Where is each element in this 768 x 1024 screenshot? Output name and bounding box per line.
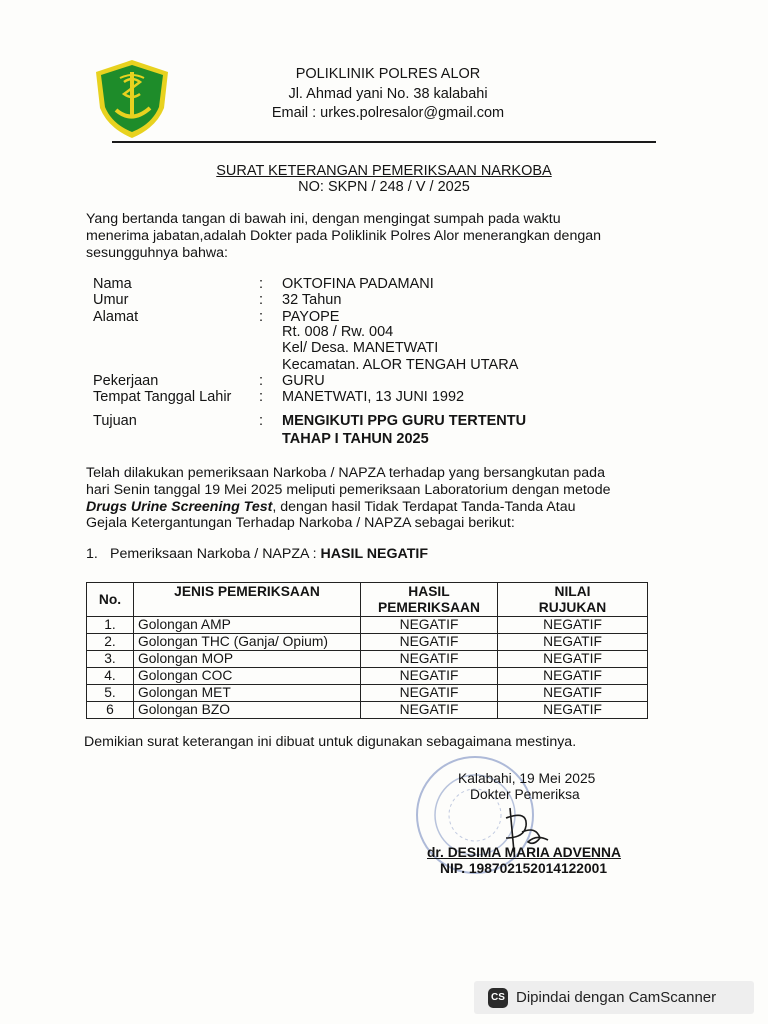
table-row: [87, 651, 648, 668]
header-hasil-1: HASIL: [408, 583, 450, 599]
row-jenis: Golongan AMP: [134, 617, 361, 634]
value-alamat-4: Kecamatan. ALOR TENGAH UTARA: [282, 357, 519, 373]
exam-item: [86, 546, 646, 564]
row-rujukan: NEGATIF: [498, 685, 648, 702]
table-row: [87, 668, 648, 685]
label-tujuan: Tujuan: [93, 413, 137, 429]
item-text: Pemeriksaan Narkoba / NAPZA :: [110, 546, 321, 562]
doctor-nip: NIP. 198702152014122001: [440, 861, 608, 876]
label-alamat: Alamat: [93, 309, 139, 325]
row-no: 2.: [87, 634, 134, 651]
header-hasil-2: PEMERIKSAAN: [378, 599, 480, 615]
row-jenis: Golongan BZO: [134, 702, 361, 719]
value-nama: OKTOFINA PADAMANI: [282, 276, 434, 292]
header-nilai: [498, 583, 648, 617]
intro-line-2: menerima jabatan,adalah Dokter pada Poliklinik Polres Alor menerangkan dengan: [86, 228, 602, 244]
intro-line-1: Yang bertanda tangan di bawah ini, dengan mengingat sumpah pada waktu: [86, 211, 561, 227]
value-alamat-2: Rt. 008 / Rw. 004: [282, 324, 394, 340]
org-email: Email : urkes.polresalor@gmail.com: [271, 105, 505, 121]
value-tujuan-1: MENGIKUTI PPG GURU TERTENTU: [282, 413, 527, 429]
table-header-row: [87, 583, 648, 617]
row-hasil: NEGATIF: [361, 634, 498, 651]
value-umur: 32 Tahun: [282, 292, 342, 308]
colon: :: [259, 413, 264, 429]
intro-line-3: sesungguhnya bahwa:: [86, 245, 228, 261]
row-no: 1.: [87, 617, 134, 634]
sign-role: Dokter Pemeriksa: [470, 787, 580, 802]
camscanner-label: Dipindai dengan CamScanner: [516, 989, 717, 1006]
closing-statement: Demikian surat keterangan ini dibuat untuk digunakan sebagaimana mestinya.: [84, 734, 577, 750]
value-pekerjaan: GURU: [282, 373, 325, 389]
document-title: SURAT KETERANGAN PEMERIKSAAN NARKOBA: [216, 163, 552, 179]
item-result: HASIL NEGATIF: [320, 546, 429, 562]
row-hasil: NEGATIF: [361, 668, 498, 685]
row-jenis: Golongan THC (Ganja/ Opium): [134, 634, 361, 651]
body-line-3: [86, 499, 646, 517]
colon: :: [259, 292, 264, 308]
value-tujuan-2: TAHAP I TAHUN 2025: [282, 431, 429, 447]
value-alamat-1: PAYOPE: [282, 309, 340, 325]
row-jenis: Golongan COC: [134, 668, 361, 685]
document-number: NO: SKPN / 248 / V / 2025: [298, 179, 470, 195]
row-hasil: NEGATIF: [361, 685, 498, 702]
header-jenis: JENIS PEMERIKSAAN: [134, 583, 361, 617]
item-number: 1.: [86, 546, 98, 562]
header-divider: [112, 141, 656, 143]
body-line-4: Gejala Ketergantungan Terhadap Narkoba / NAPZA sebagai berikut:: [86, 515, 515, 531]
org-address: Jl. Ahmad yani No. 38 kalabahi: [288, 86, 488, 102]
colon: :: [259, 309, 264, 325]
row-rujukan: NEGATIF: [498, 651, 648, 668]
header-nilai-2: RUJUKAN: [538, 599, 607, 615]
body-line-3-rest: , dengan hasil Tidak Terdapat Tanda-Tanda Atau: [272, 499, 576, 515]
colon: :: [259, 276, 264, 292]
label-pekerjaan: Pekerjaan: [93, 373, 159, 389]
value-alamat-3: Kel/ Desa. MANETWATI: [282, 340, 439, 356]
label-nama: Nama: [93, 276, 132, 292]
row-rujukan: NEGATIF: [498, 617, 648, 634]
org-name: POLIKLINIK POLRES ALOR: [295, 66, 481, 82]
row-hasil: NEGATIF: [361, 702, 498, 719]
row-hasil: NEGATIF: [361, 617, 498, 634]
results-table: [86, 582, 648, 719]
row-rujukan: NEGATIF: [498, 634, 648, 651]
camscanner-icon: CS: [488, 988, 508, 1008]
value-ttl: MANETWATI, 13 JUNI 1992: [282, 389, 465, 405]
row-no: 3.: [87, 651, 134, 668]
row-no: 5.: [87, 685, 134, 702]
label-umur: Umur: [93, 292, 129, 308]
colon: :: [259, 389, 264, 405]
row-rujukan: NEGATIF: [498, 668, 648, 685]
row-no: 6: [87, 702, 134, 719]
sign-place-date: Kalabahi, 19 Mei 2025: [458, 771, 596, 786]
header-no: No.: [87, 583, 134, 617]
row-jenis: Golongan MOP: [134, 651, 361, 668]
header-hasil: [361, 583, 498, 617]
label-ttl: Tempat Tanggal Lahir: [93, 389, 232, 405]
row-rujukan: NEGATIF: [498, 702, 648, 719]
row-no: 4.: [87, 668, 134, 685]
table-row: [87, 617, 648, 634]
doctor-name: dr. DESIMA MARIA ADVENNA: [427, 845, 621, 860]
body-line-1: Telah dilakukan pemeriksaan Narkoba / NAPZA terhadap yang bersangkutan pada: [86, 465, 605, 481]
header-nilai-1: NILAI: [554, 583, 591, 599]
table-row: [87, 702, 648, 719]
camscanner-watermark: [474, 981, 754, 1014]
colon: :: [259, 373, 264, 389]
table-row: [87, 634, 648, 651]
table-row: [87, 685, 648, 702]
row-hasil: NEGATIF: [361, 651, 498, 668]
body-line-2: hari Senin tanggal 19 Mei 2025 meliputi pemeriksaan Laboratorium dengan metode: [86, 482, 611, 498]
row-jenis: Golongan MET: [134, 685, 361, 702]
method-name: Drugs Urine Screening Test: [86, 499, 273, 515]
